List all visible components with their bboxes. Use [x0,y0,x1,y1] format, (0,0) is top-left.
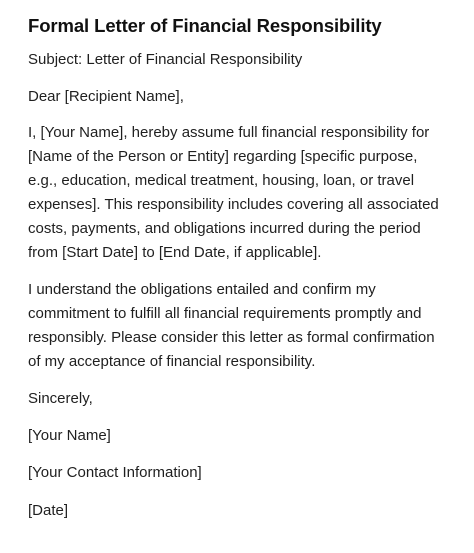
paragraph-line: responsibly. Please consider this letter as formal confirmation [28,329,435,346]
paragraph-line: e.g., education, medical treatment, housing, loan, or travel [28,172,415,189]
paragraph-line: from [Start Date] to [End Date, if applicable]. [28,244,322,261]
contact-information: [Your Contact Information] [28,464,202,481]
subject-line: Subject: Letter of Financial Responsibility [28,51,303,68]
signature-name: [Your Name] [28,427,111,444]
paragraph-line: [Name of the Person or Entity] regarding [specific purpose, [28,148,418,165]
date-line: [Date] [28,502,69,519]
salutation: Dear [Recipient Name], [28,88,184,105]
paragraph-line: expenses]. This responsibility includes covering all associated [28,196,439,213]
paragraph-line: I understand the obligations entailed and confirm my [28,281,376,298]
paragraph-line: of my acceptance of financial responsibility. [28,353,316,370]
closing: Sincerely, [28,390,93,407]
paragraph-line: commitment to fulfill all financial requirements promptly and [28,305,422,322]
paragraph-line: costs, payments, and obligations incurred during the period [28,220,421,237]
body-paragraph-1 [28,121,439,265]
paragraph-line: I, [Your Name], hereby assume full financial responsibility for [28,124,430,141]
body-paragraph-2 [28,278,435,374]
document-title: Formal Letter of Financial Responsibility [28,15,382,36]
